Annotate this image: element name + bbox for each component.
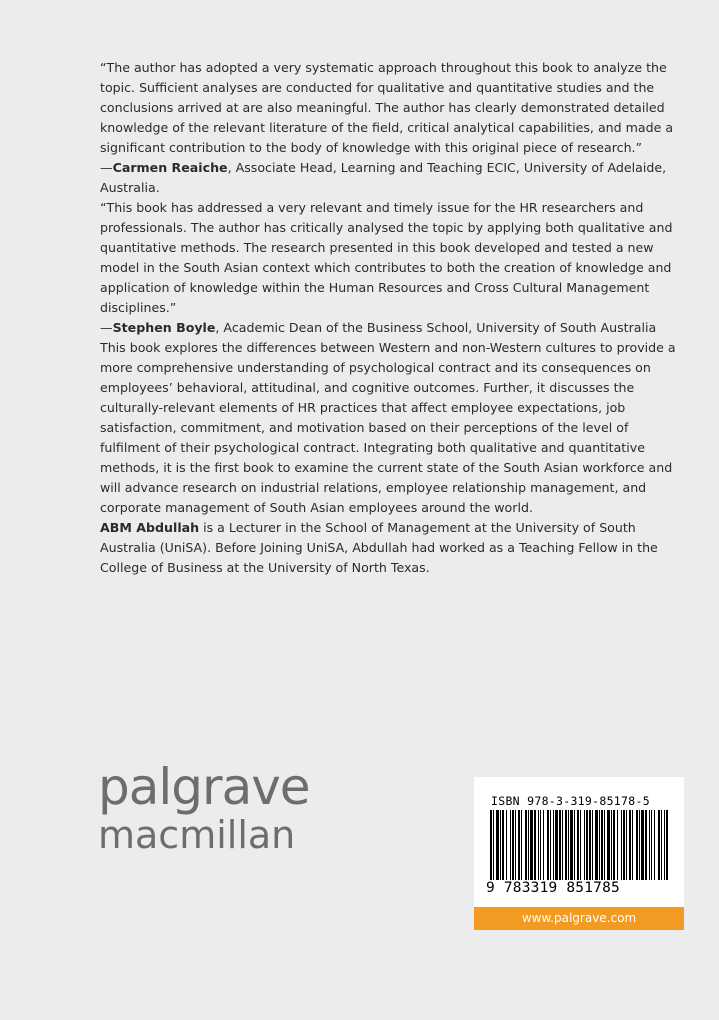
barcode-bar xyxy=(599,810,600,880)
barcode-bar xyxy=(636,810,638,880)
barcode-bar xyxy=(654,810,655,880)
barcode-bar xyxy=(496,810,499,880)
barcode-bar xyxy=(555,810,558,880)
barcode-bar xyxy=(518,810,520,880)
barcode-bar xyxy=(645,810,647,880)
barcode-bar xyxy=(568,810,569,880)
barcode-bars-icon xyxy=(490,810,668,880)
barcode-bar xyxy=(543,810,544,880)
endorser-affiliation: , Academic Dean of the Business School, University of South Australia xyxy=(215,320,657,335)
barcode-bar xyxy=(547,810,549,880)
barcode-bar xyxy=(570,810,573,880)
barcode-bar xyxy=(502,810,504,880)
barcode-bar xyxy=(661,810,662,880)
barcode-bar xyxy=(617,810,618,880)
barcode-bar xyxy=(629,810,631,880)
barcode-bar xyxy=(577,810,579,880)
publisher-logo xyxy=(98,758,310,857)
barcode-bar xyxy=(525,810,527,880)
back-cover-text xyxy=(100,58,690,578)
barcode-bar xyxy=(493,810,494,880)
barcode-digits: 9 783319 851785 xyxy=(486,880,620,896)
barcode-bar xyxy=(506,810,507,880)
endorsement-2-quote: “This book has addressed a very relevant and timely issue for the HR researchers and professionals. The author has critically analysed the topic by applying both qualitative and quantitative methods. The research presented in this book developed and tested a new model in the South Asian context which contributes to both the creation of knowledge and application of knowledge within the Human Resources and Cross Cultural Management disciplines.” xyxy=(100,200,673,315)
barcode-bar xyxy=(565,810,567,880)
endorsement-1-quote: “The author has adopted a very systematic approach throughout this book to analyze the topic. Sufficient analyses are conducted for qualitative and quantitative studies and the conclusions arrived at are also meaningful. The author has clearly demonstrated detailed knowledge of the relevant literature of the field, critical analytical capabilities, and made a significant contribution to the body of knowledge with this original piece of research.” xyxy=(100,60,674,155)
barcode-bar xyxy=(639,810,640,880)
endorser-name: Stephen Boyle xyxy=(112,320,216,335)
barcode-bar xyxy=(562,810,563,880)
endorser-name: Carmen Reaiche xyxy=(112,160,228,175)
barcode-bar xyxy=(666,810,668,880)
barcode-bar xyxy=(641,810,644,880)
barcode-bar xyxy=(664,810,665,880)
barcode-bar xyxy=(623,810,625,880)
publisher-logo-line2: macmillan xyxy=(98,813,296,857)
barcode-bar xyxy=(632,810,633,880)
publisher-website: www.palgrave.com xyxy=(474,907,684,930)
barcode-bar xyxy=(528,810,529,880)
barcode-bar xyxy=(586,810,588,880)
barcode-bar xyxy=(538,810,539,880)
publisher-logo-line1: palgrave xyxy=(98,758,310,816)
barcode-bar xyxy=(530,810,533,880)
barcode-bar xyxy=(559,810,561,880)
barcode-bar xyxy=(540,810,541,880)
barcode-bar xyxy=(604,810,605,880)
barcode-bar xyxy=(512,810,514,880)
barcode-bar xyxy=(550,810,551,880)
barcode-bar xyxy=(521,810,522,880)
barcode-bar xyxy=(601,810,603,880)
barcode-bar xyxy=(658,810,660,880)
book-description: This book explores the differences between Western and non-Western cultures to provide a more comprehensive understanding of psychological contract and its consequences on employees’ behavioral, attitudinal, and cognitive outcomes. Further, it discusses the culturally-relevant elements of HR practices that affect employee expectations, job satisfaction, commitment, and motivation based on their perceptions of the level of fulfilment of their psychological contract. Integrating both qualitative and quantitative methods, it is the first book to examine the current state of the South Asian workforce and will advance research on industrial relations, employee relationship management, and corporate management of South Asian employees around the world. xyxy=(100,340,676,515)
barcode-bar xyxy=(510,810,511,880)
author-name: ABM Abdullah xyxy=(100,520,200,535)
barcode-bar xyxy=(613,810,615,880)
barcode-bar xyxy=(584,810,585,880)
endorsement-2 xyxy=(100,198,690,338)
barcode-bar xyxy=(534,810,536,880)
barcode-bar xyxy=(589,810,591,880)
barcode-bar xyxy=(553,810,554,880)
endorsement-2-attribution xyxy=(100,320,656,335)
barcode-bar xyxy=(651,810,652,880)
endorsement-1 xyxy=(100,58,690,198)
barcode-bar xyxy=(611,810,612,880)
dash: — xyxy=(100,160,113,175)
endorser-affiliation: , Associate Head, Learning and Teaching ECIC, University of Adelaide, Australia. xyxy=(100,160,667,195)
barcode-bar xyxy=(621,810,622,880)
dash: — xyxy=(100,320,113,335)
endorsement-1-attribution xyxy=(100,160,666,195)
barcode-bar xyxy=(580,810,581,880)
author-bio xyxy=(100,518,690,578)
barcode-bar xyxy=(500,810,501,880)
barcode-bar xyxy=(607,810,610,880)
barcode-bar xyxy=(595,810,598,880)
barcode-bar xyxy=(649,810,650,880)
barcode-bar xyxy=(574,810,575,880)
author-bio-text: is a Lecturer in the School of Management at the University of South Australia (UniSA). Before Joining UniSA, Abdullah had worked as a Teaching Fellow in the College of Business at the University of North Texas. xyxy=(100,520,658,575)
barcode-bar xyxy=(515,810,516,880)
barcode-bar xyxy=(592,810,593,880)
isbn-label: ISBN 978-3-319-85178-5 xyxy=(491,794,650,808)
barcode-bar xyxy=(490,810,492,880)
barcode-bar xyxy=(626,810,627,880)
isbn-barcode xyxy=(474,777,684,907)
